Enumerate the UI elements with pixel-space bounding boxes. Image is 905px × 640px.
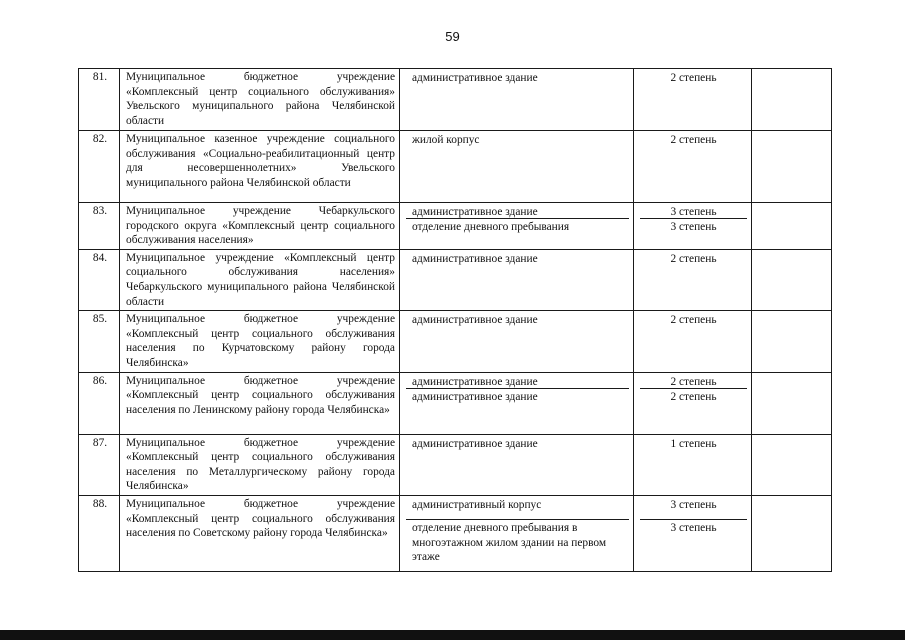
degree-value: 3 степень [640,519,747,570]
object-cell [400,495,634,571]
empty-cell [752,434,832,495]
degree-value: 2 степень [670,375,717,388]
degree-value: 2 степень [670,72,717,84]
table-row [79,372,832,434]
object-type: административное здание [412,252,538,265]
row-number: 85. [79,311,120,372]
object-type: жилой корпус [412,134,480,146]
empty-cell [752,131,832,203]
empty-cell [752,249,832,310]
row-number: 82. [79,131,120,203]
row-number: 84. [79,249,120,310]
degree-value: 1 степень [670,437,717,450]
table-row [79,131,832,203]
object-cell [400,434,634,495]
object-cell [400,203,634,250]
row-number: 83. [79,203,120,250]
object-cell [400,372,634,434]
institution-name: Муниципальное бюджетное учреждение «Комплексный центр социального обслуживания населения по Металлургическому району города Челябинска» [120,434,400,495]
empty-cell [752,495,832,571]
object-type: административное здание [412,314,538,327]
degree-cell [634,495,752,571]
row-number: 87. [79,434,120,495]
degree-cell [634,131,752,203]
object-cell [400,69,634,131]
page-number: 59 [445,29,460,44]
table-row [79,434,832,495]
empty-cell [752,69,832,131]
table-row [79,249,832,310]
degree-value: 2 степень [640,388,747,433]
table-row [79,203,832,250]
degree-cell [634,69,752,131]
degree-cell [634,203,752,250]
institution-name: Муниципальное бюджетное учреждение «Комплексный центр социального обслуживания населения по Ленинскому району города Челябинска» [120,372,400,434]
institution-name: Муниципальное учреждение «Комплексный центр социального обслуживания населения» Чебаркульского муниципального района Челябинской области [120,249,400,310]
object-type: административное здание [412,206,538,218]
object-cell [400,249,634,310]
row-number: 88. [79,495,120,571]
table-row [79,69,832,131]
object-cell [400,311,634,372]
row-number: 81. [79,69,120,131]
institutions-table [78,68,832,572]
degree-value: 3 степень [640,218,747,247]
degree-value: 2 степень [670,134,717,146]
object-type: административное здание [412,72,538,84]
institution-name: Муниципальное казенное учреждение социального обслуживания «Социально-реабилитационный центр для несовершеннолетних» Увельского муниципального района Челябинской области [120,131,400,203]
object-type: административное здание [412,375,538,388]
degree-cell [634,311,752,372]
empty-cell [752,372,832,434]
object-cell [400,131,634,203]
degree-cell [634,434,752,495]
degree-value: 3 степень [670,498,717,511]
table-row [79,495,832,571]
degree-value: 2 степень [670,252,717,265]
degree-cell [634,249,752,310]
degree-value: 2 степень [670,314,717,327]
object-type: административное здание [406,388,629,433]
table-row [79,311,832,372]
object-type: отделение дневного пребывания в многоэтажном жилом здании на первом этаже [406,519,629,570]
institution-name: Муниципальное бюджетное учреждение «Комплексный центр социального обслуживания населения по Советскому району города Челябинска» [120,495,400,571]
scan-edge-bar [0,630,905,640]
empty-cell [752,311,832,372]
institution-name: Муниципальное учреждение Чебаркульского городского округа «Комплексный центр социального обслуживания населения» [120,203,400,250]
institution-name: Муниципальное бюджетное учреждение «Комплексный центр социального обслуживания населения по Курчатовскому району города Челябинска» [120,311,400,372]
object-type: административное здание [412,437,538,450]
degree-cell [634,372,752,434]
row-number: 86. [79,372,120,434]
degree-value: 3 степень [670,206,717,218]
object-type: отделение дневного пребывания [406,218,629,247]
object-type: административный корпус [412,498,542,511]
institution-name: Муниципальное бюджетное учреждение «Комплексный центр социального обслуживания» Увельского муниципального района Челябинской области [120,69,400,131]
empty-cell [752,203,832,250]
